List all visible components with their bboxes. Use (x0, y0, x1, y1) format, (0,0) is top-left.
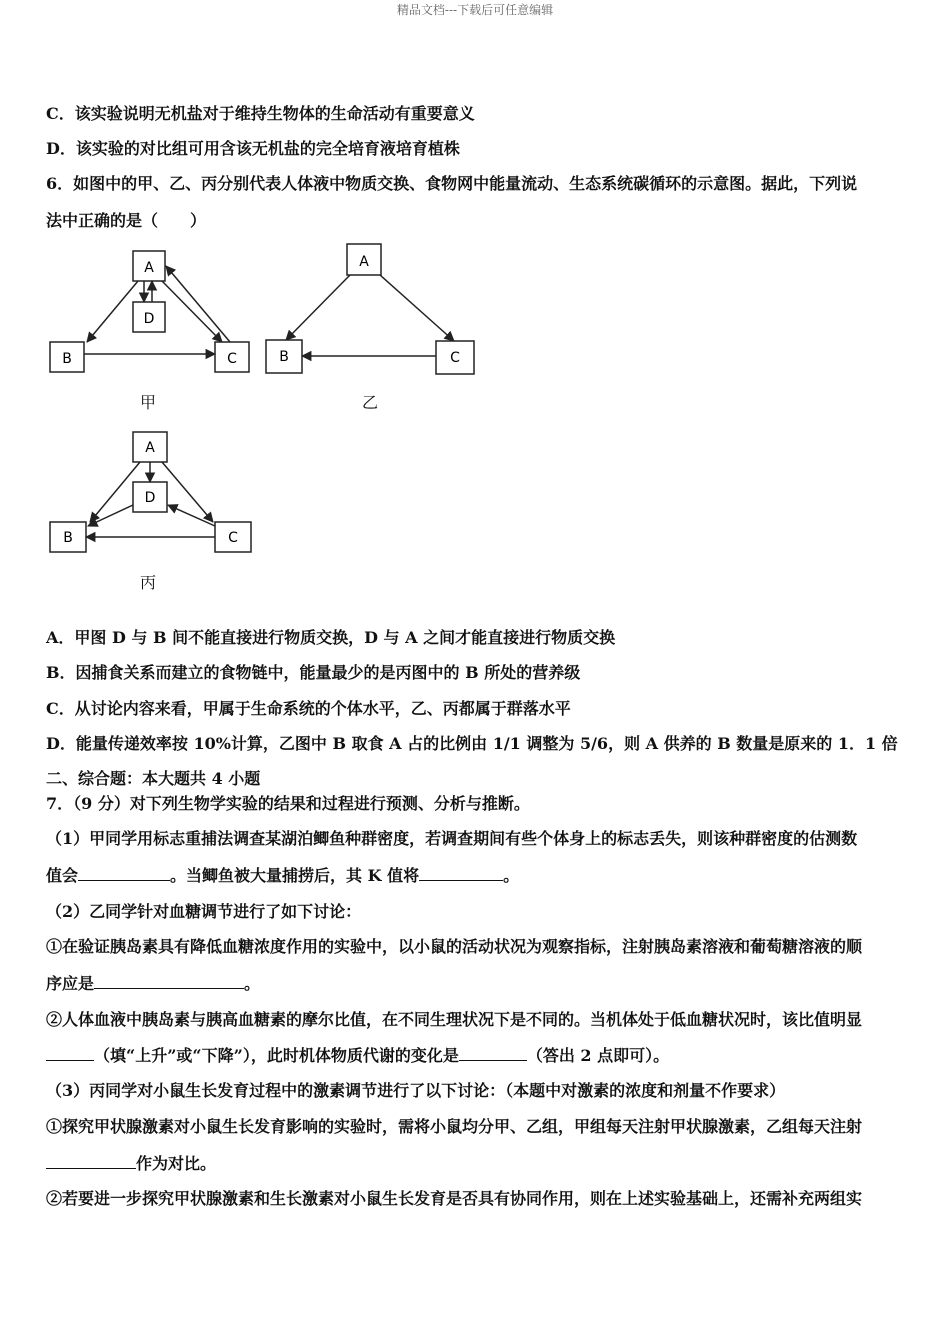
q7-p3-title: （3）丙同学对小鼠生长发育过程中的激素调节进行了以下讨论：（本题中对激素的浓度和剂量不作要求） (46, 1081, 786, 1100)
q6-diagrams (0, 240, 950, 600)
q5-option-c: C．该实验说明无机盐对于维持生物体的生命活动有重要意义 (46, 104, 475, 123)
q6-option-d: D．能量传递效率按 10%计算，乙图中 B 取食 A 占的比例由 1/1 调整为 5/6，则 A 供养的 B 数量是原来的 1．1 倍 (46, 734, 898, 753)
q7-p2-1-line1: ①在验证胰岛素具有降低血糖浓度作用的实验中，以小鼠的活动状况为观察指标，注射胰岛素溶液和葡萄糖溶液的顺 (46, 937, 863, 956)
q7-p1-line2: 值会 。当鲫鱼被大量捕捞后，其 K 值将 。 (46, 866, 520, 885)
svg-text:B: B (279, 349, 289, 365)
q7-p2-1-line2: 序应是 。 (46, 974, 261, 993)
q7-p2-title: （2）乙同学针对血糖调节进行了如下讨论： (46, 902, 362, 921)
answer-blank[interactable] (419, 866, 503, 881)
svg-text:D: D (144, 490, 156, 506)
svg-text:C: C (450, 350, 460, 366)
q6-stem-line1: 6．如图中的甲、乙、丙分别代表人体液中物质交换、食物网中能量流动、生态系统碳循环的示意图。据此，下列说 (46, 174, 858, 193)
answer-blank[interactable] (94, 974, 244, 989)
q6-option-a: A．甲图 D 与 B 间不能直接进行物质交换，D 与 A 之间才能直接进行物质交换 (46, 628, 616, 647)
label-d: D (143, 311, 155, 327)
section-title: 二、综合题：本大题共 4 小题 (46, 769, 261, 788)
label-a: A (144, 260, 154, 276)
q6-option-b: B．因捕食关系而建立的食物链中，能量最少的是丙图中的 B 所处的营养级 (46, 663, 581, 682)
q7-p3-2-line1: ②若要进一步探究甲状腺激素和生长激素对小鼠生长发育是否具有协同作用，则在上述实验基础上，还需补充两组实 (46, 1189, 863, 1208)
q7-p3-1-line1: ①探究甲状腺激素对小鼠生长发育影响的实验时，需将小鼠均分甲、乙组，甲组每天注射甲状腺激素，乙组每天注射 (46, 1117, 863, 1136)
answer-blank[interactable] (46, 1046, 94, 1061)
q7-p2-2-line1: ②人体血液中胰岛素与胰高血糖素的摩尔比值，在不同生理状况下是不同的。当机体处于低血糖状况时，该比值明显 (46, 1010, 863, 1029)
page-header: 精品文档---下载后可任意编辑 (396, 3, 554, 17)
answer-blank[interactable] (78, 866, 170, 881)
svg-text:B: B (63, 530, 73, 546)
q7-stem: 7．（9 分）对下列生物学实验的结果和过程进行预测、分析与推断。 (46, 794, 530, 813)
caption-jia: 甲 (140, 393, 157, 412)
q6-stem-line2: 法中正确的是（ ） (46, 211, 207, 230)
q5-option-d: D．该实验的对比组可用含该无机盐的完全培育液培育植株 (46, 139, 460, 158)
answer-blank[interactable] (46, 1154, 136, 1169)
q7-p1-line1: （1）甲同学用标志重捕法调查某湖泊鲫鱼种群密度，若调查期间有些个体身上的标志丢失，则该种群密度的估测数 (46, 829, 858, 848)
answer-blank[interactable] (459, 1046, 527, 1061)
caption-bing: 丙 (140, 573, 157, 592)
label-c: C (227, 351, 237, 367)
q7-p3-1-line2: 作为对比。 (46, 1154, 916, 1174)
diagram-yi (266, 244, 474, 374)
q7-p2-2-line2: （填“上升”或“下降”），此时机体物质代谢的变化是 （答出 2 点即可）。 (46, 1046, 916, 1066)
caption-yi: 乙 (362, 393, 379, 412)
label-b: B (62, 351, 72, 367)
svg-text:A: A (145, 440, 155, 456)
svg-text:A: A (359, 254, 369, 270)
svg-text:C: C (228, 530, 238, 546)
q6-option-c: C．从讨论内容来看，甲属于生命系统的个体水平，乙、丙都属于群落水平 (46, 699, 571, 718)
